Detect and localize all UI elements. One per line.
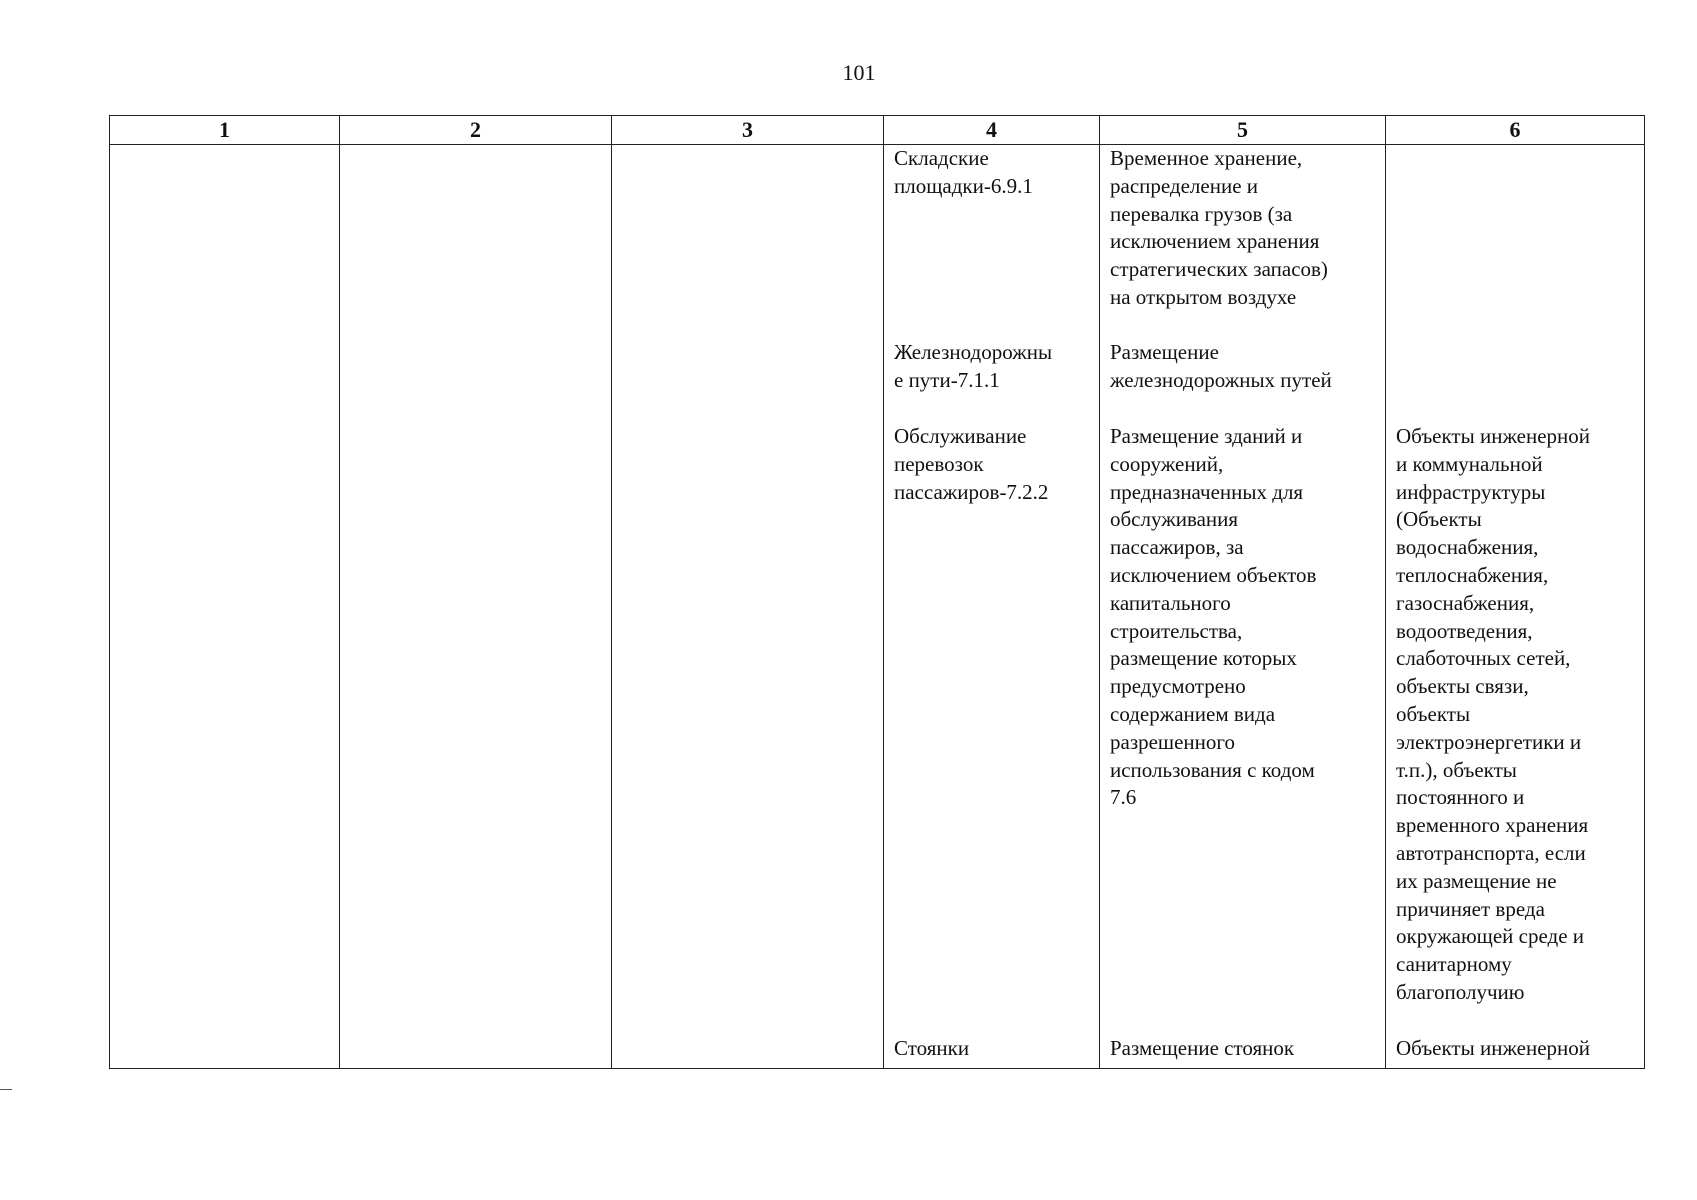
description-railway-tracks: Размещение железнодорожных путей: [1110, 340, 1332, 392]
column-header-4: 4: [884, 116, 1100, 145]
page-number: 101: [842, 60, 876, 85]
column-header-3: 3: [612, 116, 884, 145]
scan-artifact-dash: [0, 1089, 12, 1090]
description-warehouse-sites: Временное хранение, распределение и перевалка грузов (за исключением хранения стратегических запасов) на открытом воздухе: [1110, 146, 1328, 309]
table-cell-col3: [612, 145, 884, 1069]
table-cell-col2: [340, 145, 612, 1069]
table-cell-col5: [1100, 145, 1386, 1069]
table-row: [110, 145, 1645, 1069]
use-type-railway-tracks: Железнодорожны е пути-7.1.1: [894, 340, 1053, 392]
table-header-row: [110, 116, 1645, 145]
auxiliary-objects-parking: Объекты инженерной: [1396, 1036, 1591, 1060]
column-header-5: 5: [1100, 116, 1386, 145]
column-header-1: 1: [110, 116, 340, 145]
use-type-passenger-service: Обслуживание перевозок пассажиров-7.2.2: [894, 424, 1049, 504]
auxiliary-objects-passenger-service: Объекты инженерной и коммунальной инфраструктуры (Объекты водоснабжения, теплоснабжения, газоснабжения, водоотведения, слаботочных сетей, объекты связи, объекты электроэнергетики и т.п.), объекты постоянного и временного хранения автотранспорта, если их размещение не причиняет вреда окружающей среде и санитарному благополучию: [1396, 424, 1591, 1004]
column-header-2: 2: [340, 116, 612, 145]
description-passenger-service: Размещение зданий и сооружений, предназначенных для обслуживания пассажиров, за исключением объектов капитального строительства, размещение которых предусмотрено содержанием вида разрешенного использования с кодом 7.6: [1110, 424, 1317, 810]
table-cell-col1: [110, 145, 340, 1069]
description-parking: Размещение стоянок: [1110, 1036, 1295, 1060]
column-header-6: 6: [1386, 116, 1645, 145]
use-type-parking: Стоянки: [894, 1036, 970, 1060]
table-cell-col6: [1386, 145, 1645, 1069]
regulations-table: [109, 115, 1645, 1069]
use-type-warehouse-sites: Складские площадки-6.9.1: [894, 146, 1033, 198]
table-cell-col4: [884, 145, 1100, 1069]
